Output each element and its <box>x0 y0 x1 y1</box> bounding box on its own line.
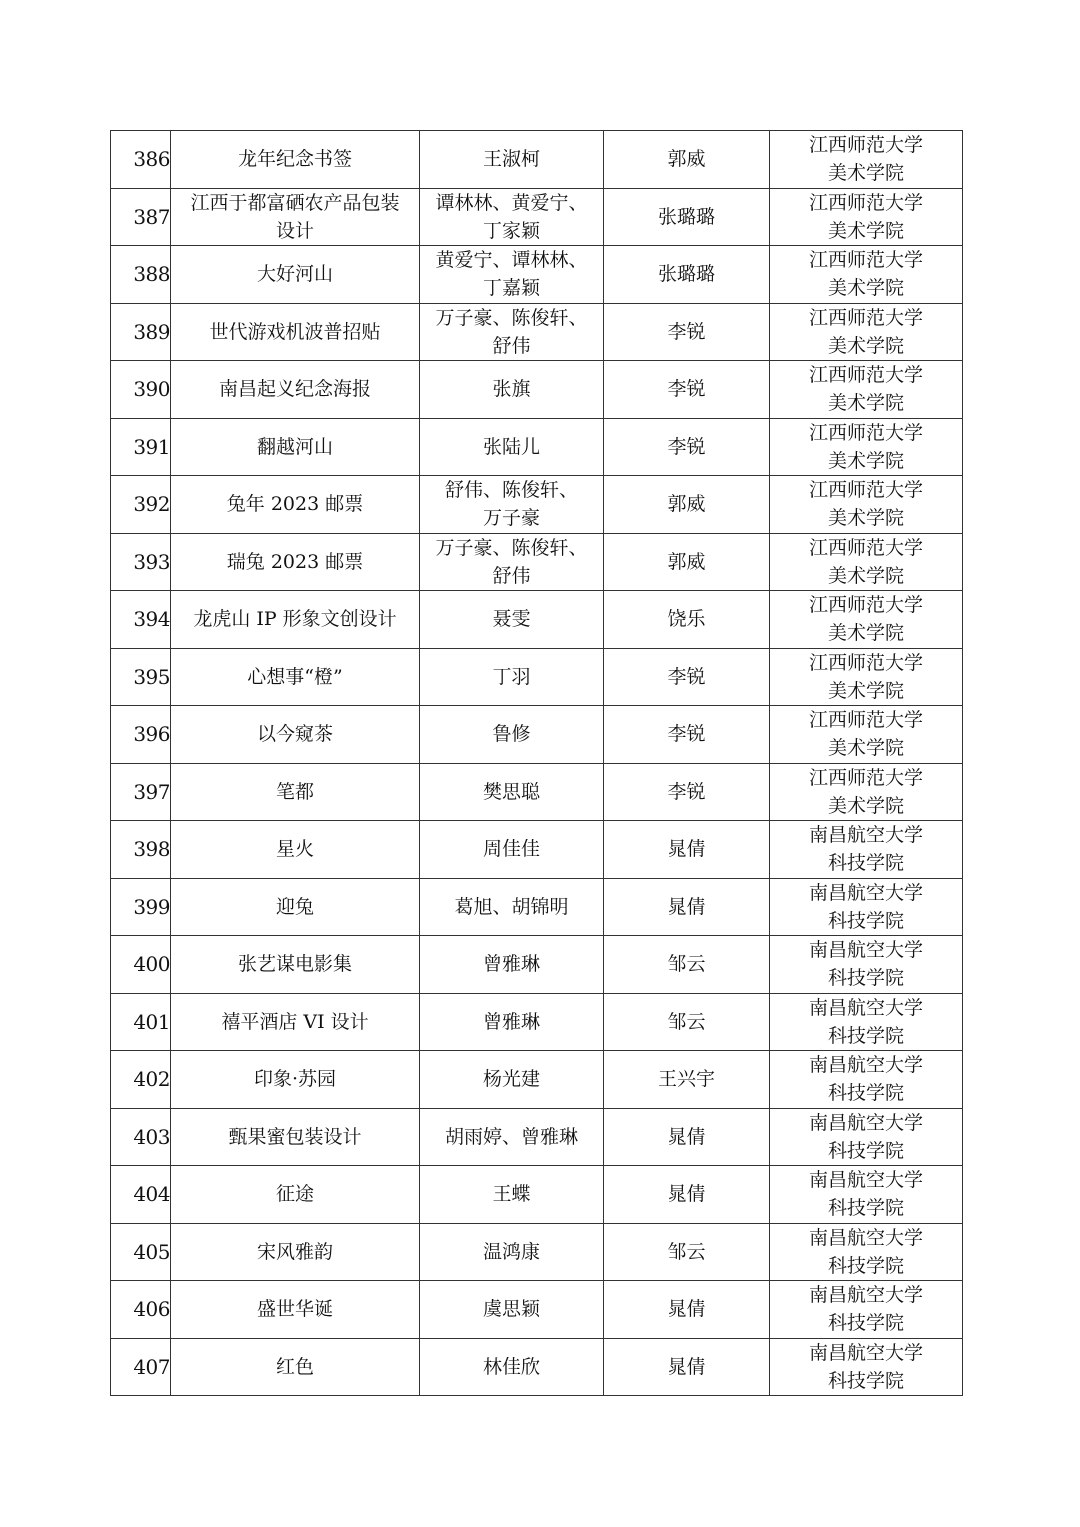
work-title-cell-line: 宋风雅韵 <box>256 1240 333 1263</box>
authors-cell <box>420 1281 604 1339</box>
school-cell <box>770 763 963 821</box>
work-title-cell <box>171 648 420 706</box>
school-cell-line: 江西师范大学 <box>808 364 923 387</box>
row-number: 401 <box>111 993 171 1051</box>
authors-cell-line: 虞思颖 <box>482 1298 540 1321</box>
authors-cell-line: 曾雅琳 <box>482 1010 540 1033</box>
school-cell <box>770 303 963 361</box>
school-cell-line: 科技学院 <box>827 967 904 990</box>
school-cell-line: 科技学院 <box>827 1082 904 1105</box>
authors-cell-line: 王蝶 <box>492 1183 531 1206</box>
school-cell-line: 江西师范大学 <box>808 766 923 789</box>
authors-cell <box>420 878 604 936</box>
authors-cell <box>420 763 604 821</box>
work-title-cell <box>171 936 420 994</box>
authors-cell-line: 丁羽 <box>492 665 531 688</box>
authors-cell-line: 舒伟、陈俊轩、 <box>444 479 578 502</box>
authors-cell-line: 温鸿康 <box>482 1240 540 1263</box>
advisor-cell: 邹云 <box>604 993 770 1051</box>
work-title-cell-line: 兔年 2023 邮票 <box>226 493 364 516</box>
row-number: 399 <box>111 878 171 936</box>
work-title-cell-line: 星火 <box>275 838 314 861</box>
school-cell-line: 科技学院 <box>827 852 904 875</box>
table-row <box>111 591 963 649</box>
advisor-cell: 晁倩 <box>604 1166 770 1224</box>
row-number: 395 <box>111 648 171 706</box>
work-title-cell <box>171 476 420 534</box>
authors-cell-line: 杨光建 <box>482 1068 540 1091</box>
school-cell <box>770 706 963 764</box>
row-number: 392 <box>111 476 171 534</box>
table-row <box>111 821 963 879</box>
authors-cell-line: 林佳欣 <box>482 1355 540 1378</box>
school-cell-line: 江西师范大学 <box>808 536 923 559</box>
authors-cell-line: 曾雅琳 <box>482 953 540 976</box>
table-row <box>111 763 963 821</box>
school-cell <box>770 648 963 706</box>
work-title-cell-line: 江西于都富硒农产品包装 <box>190 191 400 214</box>
table-row <box>111 648 963 706</box>
work-title-cell-line: 以今窥茶 <box>256 723 333 746</box>
school-cell-line: 美术学院 <box>827 507 904 530</box>
work-title-cell <box>171 131 420 189</box>
advisor-cell: 邹云 <box>604 936 770 994</box>
table-row <box>111 1051 963 1109</box>
work-title-cell <box>171 1108 420 1166</box>
work-title-cell-line: 龙年纪念书签 <box>237 148 352 171</box>
authors-cell <box>420 476 604 534</box>
advisor-cell: 王兴宇 <box>604 1051 770 1109</box>
work-title-cell <box>171 993 420 1051</box>
row-number: 390 <box>111 361 171 419</box>
work-title-cell-line: 笔都 <box>275 780 314 803</box>
row-number: 403 <box>111 1108 171 1166</box>
authors-cell <box>420 821 604 879</box>
authors-cell-line: 万子豪 <box>482 507 540 530</box>
school-cell <box>770 246 963 304</box>
table-row <box>111 993 963 1051</box>
school-cell-line: 江西师范大学 <box>808 594 923 617</box>
school-cell-line: 南昌航空大学 <box>808 1169 923 1192</box>
work-title-cell-line: 世代游戏机波普招贴 <box>209 320 381 343</box>
school-cell <box>770 936 963 994</box>
work-title-cell <box>171 1051 420 1109</box>
work-title-cell <box>171 1166 420 1224</box>
advisor-cell: 郭威 <box>604 533 770 591</box>
school-cell-line: 科技学院 <box>827 1254 904 1277</box>
school-cell-line: 科技学院 <box>827 1197 904 1220</box>
work-title-cell-line: 甄果蜜包装设计 <box>228 1125 362 1148</box>
authors-cell-line: 谭林林、黄爱宁、 <box>435 191 588 214</box>
school-cell-line: 江西师范大学 <box>808 134 923 157</box>
advisor-cell: 李锐 <box>604 648 770 706</box>
authors-cell-line: 舒伟 <box>492 334 531 357</box>
work-title-cell-line: 张艺谋电影集 <box>237 953 352 976</box>
school-cell-line: 南昌航空大学 <box>808 824 923 847</box>
school-cell-line: 美术学院 <box>827 564 904 587</box>
school-cell-line: 南昌航空大学 <box>808 1054 923 1077</box>
authors-cell <box>420 648 604 706</box>
work-title-cell <box>171 303 420 361</box>
authors-cell <box>420 533 604 591</box>
school-cell-line: 南昌航空大学 <box>808 1111 923 1134</box>
school-cell <box>770 1281 963 1339</box>
authors-cell <box>420 1051 604 1109</box>
school-cell-line: 南昌航空大学 <box>808 881 923 904</box>
work-title-cell-line: 瑞兔 2023 邮票 <box>226 550 364 573</box>
school-cell <box>770 878 963 936</box>
row-number: 398 <box>111 821 171 879</box>
advisor-cell: 晁倩 <box>604 1108 770 1166</box>
advisor-cell: 饶乐 <box>604 591 770 649</box>
advisor-cell: 晁倩 <box>604 878 770 936</box>
authors-cell-line: 丁家颖 <box>482 219 540 242</box>
authors-cell-line: 王淑柯 <box>482 148 540 171</box>
work-title-cell-line: 迎兔 <box>275 895 314 918</box>
authors-cell-line: 胡雨婷、曾雅琳 <box>444 1125 578 1148</box>
school-cell-line: 科技学院 <box>827 909 904 932</box>
row-number: 393 <box>111 533 171 591</box>
authors-cell-line: 张陆儿 <box>482 435 540 458</box>
authors-cell <box>420 1166 604 1224</box>
school-cell-line: 美术学院 <box>827 392 904 415</box>
school-cell <box>770 361 963 419</box>
authors-cell-line: 舒伟 <box>492 564 531 587</box>
school-cell <box>770 1108 963 1166</box>
authors-cell-line: 黄爱宁、谭林林、 <box>435 249 588 272</box>
school-cell-line: 美术学院 <box>827 622 904 645</box>
authors-cell <box>420 361 604 419</box>
row-number: 391 <box>111 418 171 476</box>
school-cell <box>770 131 963 189</box>
work-title-cell-line: 禧平酒店 VI 设计 <box>221 1010 369 1033</box>
school-cell-line: 江西师范大学 <box>808 479 923 502</box>
work-title-cell-line: 大好河山 <box>256 263 333 286</box>
authors-cell <box>420 706 604 764</box>
school-cell-line: 美术学院 <box>827 794 904 817</box>
row-number: 396 <box>111 706 171 764</box>
table-body <box>111 131 963 1396</box>
row-number: 394 <box>111 591 171 649</box>
work-title-cell-line: 翻越河山 <box>256 435 333 458</box>
work-title-cell <box>171 533 420 591</box>
advisor-cell: 李锐 <box>604 303 770 361</box>
work-title-cell <box>171 246 420 304</box>
school-cell <box>770 1338 963 1396</box>
table-row <box>111 878 963 936</box>
table-row <box>111 1223 963 1281</box>
table-row <box>111 533 963 591</box>
work-title-cell <box>171 821 420 879</box>
table-row <box>111 246 963 304</box>
authors-cell <box>420 1223 604 1281</box>
advisor-cell: 李锐 <box>604 361 770 419</box>
school-cell-line: 江西师范大学 <box>808 651 923 674</box>
school-cell-line: 科技学院 <box>827 1312 904 1335</box>
school-cell-line: 科技学院 <box>827 1369 904 1392</box>
row-number: 397 <box>111 763 171 821</box>
school-cell-line: 江西师范大学 <box>808 306 923 329</box>
table-row <box>111 361 963 419</box>
school-cell <box>770 418 963 476</box>
row-number: 402 <box>111 1051 171 1109</box>
advisor-cell: 李锐 <box>604 706 770 764</box>
school-cell-line: 江西师范大学 <box>808 191 923 214</box>
work-title-cell-line: 南昌起义纪念海报 <box>218 378 371 401</box>
school-cell-line: 江西师范大学 <box>808 709 923 732</box>
authors-cell-line: 葛旭、胡锦明 <box>454 895 569 918</box>
school-cell <box>770 1223 963 1281</box>
table-row <box>111 188 963 246</box>
work-title-cell <box>171 188 420 246</box>
school-cell-line: 美术学院 <box>827 679 904 702</box>
advisor-cell: 张璐璐 <box>604 246 770 304</box>
authors-cell <box>420 303 604 361</box>
school-cell-line: 南昌航空大学 <box>808 1341 923 1364</box>
table-row <box>111 131 963 189</box>
advisor-cell: 晁倩 <box>604 1338 770 1396</box>
row-number: 404 <box>111 1166 171 1224</box>
row-number: 389 <box>111 303 171 361</box>
work-title-cell-line: 设计 <box>275 219 314 242</box>
school-cell-line: 江西师范大学 <box>808 421 923 444</box>
row-number: 386 <box>111 131 171 189</box>
work-title-cell <box>171 763 420 821</box>
advisor-cell: 李锐 <box>604 763 770 821</box>
advisor-cell: 郭威 <box>604 476 770 534</box>
work-title-cell-line: 龙虎山 IP 形象文创设计 <box>193 608 397 631</box>
school-cell-line: 江西师范大学 <box>808 249 923 272</box>
advisor-cell: 李锐 <box>604 418 770 476</box>
awards-table <box>110 130 963 1396</box>
table-row <box>111 1166 963 1224</box>
work-title-cell <box>171 878 420 936</box>
authors-cell-line: 丁嘉颖 <box>482 277 540 300</box>
school-cell <box>770 1051 963 1109</box>
work-title-cell-line: 征途 <box>275 1183 314 1206</box>
row-number: 387 <box>111 188 171 246</box>
work-title-cell <box>171 591 420 649</box>
school-cell-line: 南昌航空大学 <box>808 939 923 962</box>
school-cell <box>770 1166 963 1224</box>
school-cell-line: 科技学院 <box>827 1024 904 1047</box>
school-cell-line: 美术学院 <box>827 334 904 357</box>
authors-cell <box>420 246 604 304</box>
table-row <box>111 706 963 764</box>
work-title-cell <box>171 418 420 476</box>
authors-cell-line: 聂雯 <box>492 608 531 631</box>
row-number: 400 <box>111 936 171 994</box>
school-cell <box>770 993 963 1051</box>
school-cell-line: 南昌航空大学 <box>808 1284 923 1307</box>
authors-cell <box>420 418 604 476</box>
table-row <box>111 476 963 534</box>
row-number: 407 <box>111 1338 171 1396</box>
school-cell-line: 美术学院 <box>827 219 904 242</box>
advisor-cell: 晁倩 <box>604 821 770 879</box>
table-row <box>111 1108 963 1166</box>
authors-cell <box>420 188 604 246</box>
school-cell-line: 美术学院 <box>827 277 904 300</box>
work-title-cell <box>171 706 420 764</box>
school-cell-line: 南昌航空大学 <box>808 1226 923 1249</box>
school-cell-line: 美术学院 <box>827 737 904 760</box>
school-cell <box>770 533 963 591</box>
authors-cell <box>420 1338 604 1396</box>
school-cell <box>770 821 963 879</box>
authors-cell <box>420 993 604 1051</box>
school-cell-line: 南昌航空大学 <box>808 996 923 1019</box>
work-title-cell-line: 盛世华诞 <box>256 1298 333 1321</box>
row-number: 406 <box>111 1281 171 1339</box>
advisor-cell: 晁倩 <box>604 1281 770 1339</box>
work-title-cell <box>171 1223 420 1281</box>
authors-cell-line: 鲁修 <box>492 723 531 746</box>
row-number: 388 <box>111 246 171 304</box>
school-cell-line: 美术学院 <box>827 162 904 185</box>
school-cell-line: 科技学院 <box>827 1139 904 1162</box>
table-row <box>111 418 963 476</box>
authors-cell-line: 周佳佳 <box>482 838 540 861</box>
school-cell <box>770 476 963 534</box>
authors-cell <box>420 936 604 994</box>
authors-cell <box>420 591 604 649</box>
authors-cell-line: 万子豪、陈俊轩、 <box>435 306 588 329</box>
advisor-cell: 邹云 <box>604 1223 770 1281</box>
work-title-cell-line: 心想事“橙” <box>247 665 343 688</box>
school-cell <box>770 188 963 246</box>
authors-cell <box>420 1108 604 1166</box>
work-title-cell <box>171 1338 420 1396</box>
table-row <box>111 1338 963 1396</box>
table-row <box>111 936 963 994</box>
authors-cell-line: 樊思聪 <box>482 780 540 803</box>
work-title-cell-line: 印象·苏园 <box>253 1068 337 1091</box>
work-title-cell <box>171 1281 420 1339</box>
table-row <box>111 303 963 361</box>
work-title-cell-line: 红色 <box>275 1355 314 1378</box>
authors-cell-line: 万子豪、陈俊轩、 <box>435 536 588 559</box>
authors-cell <box>420 131 604 189</box>
table-row <box>111 1281 963 1339</box>
school-cell-line: 美术学院 <box>827 449 904 472</box>
school-cell <box>770 591 963 649</box>
authors-cell-line: 张旗 <box>492 378 531 401</box>
work-title-cell <box>171 361 420 419</box>
row-number: 405 <box>111 1223 171 1281</box>
advisor-cell: 郭威 <box>604 131 770 189</box>
advisor-cell: 张璐璐 <box>604 188 770 246</box>
